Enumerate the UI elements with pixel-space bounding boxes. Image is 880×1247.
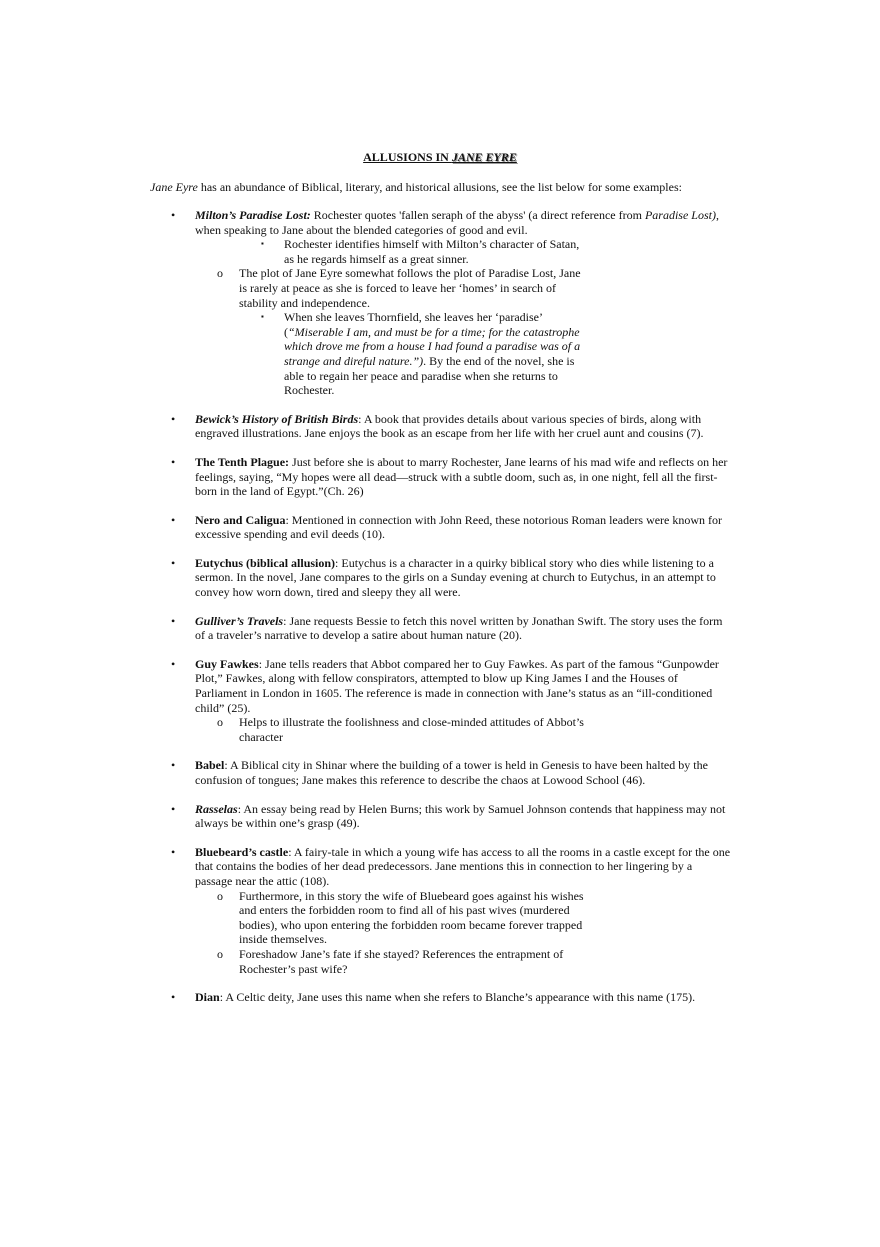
item-text-italic: Paradise Lost) (644, 208, 716, 222)
circle-bullet-icon: o (217, 715, 223, 730)
subsub-text: When she leaves Thornfield, she leaves her ‘paradise’ ( (284, 310, 543, 339)
item-text: : A Biblical city in Shinar where the building of a tower is held in Genesis to have been halted by the confusion of tongues; Jane makes this reference to describe the chaos at Lowood School (46). (195, 758, 708, 787)
intro-paragraph (150, 180, 740, 195)
item-text: : An essay being read by Helen Burns; this work by Samuel Johnson contends that happiness may not always be within one’s grasp (49). (195, 801, 726, 831)
subsub-item (0, 237, 732, 266)
bullet-icon: • (171, 801, 176, 816)
sub-text: Helps to illustrate the foolishness and close-minded attitudes of Abbot’s character (239, 715, 584, 744)
item-term: Gulliver’s Travels (195, 613, 284, 628)
item-text: : Jane tells readers that Abbot compared her to Guy Fawkes. As part of the famous “Gunpowder Plot,” Fawkes, along with fellow conspirators, attempted to blow up King James I and the Houses of Parliament in London in 1605. The reference is made in connection with Jane’s status as an “ill-conditioned child” (25). (195, 656, 719, 715)
circle-bullet-icon: o (217, 946, 223, 961)
item-body (195, 657, 732, 715)
sub-item (0, 715, 732, 744)
square-bullet-icon: ▪ (261, 239, 264, 249)
bullet-icon: • (171, 208, 176, 222)
list-item (0, 614, 880, 643)
item-body (195, 208, 732, 237)
item-term: Bluebeard’s castle (195, 844, 289, 859)
item-text: : Jane requests Bessie to fetch this novel written by Jonathan Swift. The story uses the form of a traveler’s narrative to develop a satire about human nature (20). (195, 613, 723, 643)
item-term: Babel (195, 758, 225, 773)
list-item (0, 412, 880, 441)
item-term: Eutychus (biblical allusion) (195, 555, 336, 570)
list-item (0, 845, 880, 976)
page-title (0, 150, 880, 165)
circle-bullet-icon: o (217, 888, 223, 903)
item-body (195, 556, 732, 600)
bullet-icon: • (171, 411, 176, 426)
title-text: ALLUSIONS IN (363, 150, 452, 164)
circle-bullet-icon: o (217, 266, 223, 281)
bullet-icon: • (171, 844, 176, 859)
intro-work: Jane Eyre (150, 180, 198, 194)
item-term: Bewick’s History of British Birds (195, 411, 359, 426)
item-term: Dian (195, 990, 220, 1005)
list-item (0, 513, 880, 542)
square-bullet-icon: ▪ (261, 312, 264, 322)
sub-text: Foreshadow Jane’s fate if she stayed? References the entrapment of Rochester’s past wife? (239, 946, 564, 976)
item-body (195, 758, 732, 787)
item-term: Guy Fawkes (195, 656, 259, 671)
bullet-icon: • (171, 512, 176, 527)
bullet-icon: • (171, 454, 176, 469)
subsub-item (0, 310, 732, 398)
list-item (0, 802, 880, 831)
item-term: Nero and Caligua (195, 512, 286, 527)
list-item (0, 657, 880, 745)
bullet-icon: • (171, 613, 176, 628)
list-item (0, 758, 880, 787)
list-item (0, 208, 880, 398)
item-body (195, 455, 732, 499)
item-text: : Eutychus is a character in a quirky biblical story who dies while listening to a sermon. In the novel, Jane compares to the girls on a Sunday evening at church to Eutychus, in an attempt to convey how worn down, tired and sleepy they all were. (195, 555, 716, 600)
item-body (195, 614, 732, 643)
bullet-icon: • (171, 758, 176, 773)
item-body (195, 513, 732, 542)
sub-text: Furthermore, in this story the wife of Bluebeard goes against his wishes and enters the forbidden room to find all of his past wives (murdered bodies), who upon entering the forbidden room became forever trapped inside themselves. (239, 888, 584, 947)
subsub-text-end: . By the end of the novel, she is able to regain her peace and paradise when she returns to Rochester. (284, 353, 575, 398)
item-text: Rochester quotes 'fallen seraph of the abyss' (a direct reference from (310, 208, 645, 222)
bullet-icon: • (171, 990, 176, 1005)
item-term: Milton’s Paradise Lost: (195, 208, 311, 222)
allusion-list (0, 208, 880, 1019)
bullet-icon: • (171, 656, 176, 671)
sub-text: The plot of Jane Eyre somewhat follows the plot of Paradise Lost, Jane is rarely at peace as she is forced to leave her ‘homes’ in search of stability and independence. (239, 266, 581, 310)
item-term: Rasselas (195, 801, 238, 816)
subsub-text: Rochester identifies himself with Milton’s character of Satan, as he regards himself as a great sinner. (284, 237, 580, 266)
item-text: : Mentioned in connection with John Reed, these notorious Roman leaders were known for excessive spending and evil deeds (10). (195, 512, 723, 542)
subsub-quote: “Miserable I am, and must be for a time; for the catastrophe which drove me from a house I had found a paradise was of a strange and direful nature.”) (284, 324, 581, 368)
bullet-icon: • (171, 555, 176, 570)
sub-item (0, 889, 732, 947)
item-body (195, 845, 732, 889)
item-body (195, 412, 732, 441)
item-text: : A fairy-tale in which a young wife has access to all the rooms in a castle except for the one that contains the bodies of her dead predecessors. Jane mentions this in connection to her lingering by a passage near the attic (108). (195, 844, 731, 888)
item-text: : A book that provides details about various species of birds, along with engraved illustrations. Jane enjoys the book as an escape from her life with her cruel aunt and cousins (7). (195, 411, 704, 441)
item-text: : A Celtic deity, Jane uses this name when she refers to Blanche’s appearance with this name (175). (219, 990, 696, 1005)
item-term: The Tenth Plague: (195, 454, 290, 469)
sub-item (0, 947, 732, 976)
item-text: Just before she is about to marry Rochester, Jane learns of his mad wife and reflects on her feelings, saying, “My hopes were all dead—struck with a subtle doom, such as, in one night, fell all the first-born in the land of Egypt.”(Ch. 26) (195, 454, 728, 499)
sub-item (0, 266, 732, 310)
list-item (0, 990, 880, 1005)
list-item (0, 455, 880, 499)
title-work: JANE EYRE (451, 150, 517, 164)
item-text-end: , when speaking to Jane about the blended categories of good and evil. (195, 208, 719, 237)
list-item (0, 556, 880, 600)
item-body (195, 802, 732, 831)
item-body (195, 990, 732, 1005)
intro-text: has an abundance of Biblical, literary, and historical allusions, see the list below for some examples: (197, 180, 682, 194)
